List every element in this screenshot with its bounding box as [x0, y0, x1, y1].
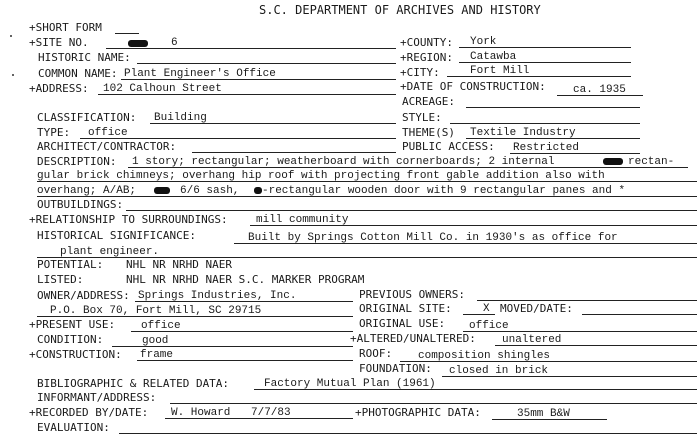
- public-access-label: PUBLIC ACCESS:: [402, 140, 495, 153]
- informant-line: [170, 403, 697, 404]
- roof-label: ROOF:: [359, 347, 393, 360]
- acreage-label: ACREAGE:: [402, 95, 455, 108]
- present-use-label: +PRESENT USE:: [29, 318, 116, 331]
- date-of-construction-line: [557, 95, 643, 96]
- description-line-2: gular brick chimneys; overhang hip roof with projecting front gable addition also with: [37, 170, 605, 182]
- site-no-line: [106, 48, 396, 49]
- foundation-line: [442, 376, 697, 377]
- relationship-label: +RELATIONSHIP TO SURROUNDINGS:: [29, 213, 228, 226]
- type-value: office: [88, 127, 128, 139]
- present-use-value: office: [141, 320, 181, 332]
- significance-value-2: plant engineer.: [60, 246, 160, 258]
- redaction-mark: [603, 158, 623, 165]
- type-label: TYPE:: [37, 126, 71, 139]
- original-use-label: ORIGINAL USE:: [359, 317, 446, 330]
- address-label: +ADDRESS:: [29, 82, 89, 95]
- foundation-value: closed in brick: [449, 365, 549, 377]
- potential-label: POTENTIAL:: [37, 258, 104, 271]
- county-label: +COUNTY:: [400, 36, 453, 49]
- address-value: 102 Calhoun Street: [103, 83, 222, 95]
- address-line: [98, 94, 396, 95]
- owner-value-2: P.O. Box 70, Fort Mill, SC 29715: [50, 305, 262, 317]
- common-name-label: COMMON NAME:: [38, 67, 118, 80]
- acreage-line: [466, 107, 640, 108]
- outbuildings-line: [126, 210, 697, 211]
- altered-label: +ALTERED/UNALTERED:: [350, 332, 476, 345]
- description-line-3a: overhang; A/AB;: [37, 185, 137, 197]
- bibliographic-label: BIBLIOGRAPHIC & RELATED DATA:: [37, 377, 230, 390]
- roof-line: [400, 361, 697, 362]
- stray-mark: [12, 74, 14, 76]
- original-use-value: office: [469, 320, 509, 332]
- description-line-rule-1: [128, 167, 688, 168]
- informant-label: INFORMANT/ADDRESS:: [37, 391, 157, 404]
- moved-label: MOVED/DATE:: [500, 302, 573, 315]
- county-value: York: [470, 36, 497, 48]
- classification-label: CLASSIFICATION:: [37, 111, 137, 124]
- original-use-line: [463, 331, 697, 332]
- potential-options: NHL NR NRHD NAER: [126, 258, 232, 271]
- construction-label: +CONSTRUCTION:: [29, 348, 122, 361]
- redaction-mark: [128, 40, 148, 47]
- bibliographic-value: Factory Mutual Plan (1961): [264, 378, 436, 390]
- photographic-value: 35mm B&W: [517, 408, 570, 420]
- architect-label: ARCHITECT/CONTRACTOR:: [37, 140, 177, 153]
- evaluation-line: [119, 433, 697, 434]
- outbuildings-label: OUTBUILDINGS:: [37, 198, 124, 211]
- construction-line: [137, 360, 353, 361]
- public-access-line: [510, 153, 640, 154]
- roof-value: composition shingles: [418, 350, 551, 362]
- moved-line: [582, 314, 697, 315]
- city-label: +CITY:: [400, 66, 440, 79]
- style-line: [450, 123, 640, 124]
- significance-line-1: [234, 243, 697, 244]
- condition-label: CONDITION:: [37, 333, 104, 346]
- region-value: Catawba: [470, 51, 517, 63]
- evaluation-label: EVALUATION:: [37, 421, 110, 434]
- description-line-rule-3: [37, 196, 697, 197]
- description-line-1a: 1 story; rectangular; weatherboard with cornerboards; 2 internal: [132, 156, 555, 168]
- original-site-label: ORIGINAL SITE:: [359, 302, 452, 315]
- recorded-by-line: [165, 418, 353, 419]
- classification-value: Building: [154, 112, 207, 124]
- previous-owners-line: [477, 300, 697, 301]
- region-line: [459, 62, 631, 63]
- city-line: [447, 76, 631, 77]
- altered-line: [495, 345, 697, 346]
- description-line-3c: -rectangular wooden door with 9 rectangular panes and *: [262, 185, 626, 197]
- recorded-date-value: 7/7/83: [251, 407, 291, 419]
- bibliographic-line: [254, 389, 697, 390]
- condition-value: good: [142, 335, 169, 347]
- county-line: [459, 47, 631, 48]
- recorded-by-value: W. Howard: [171, 407, 231, 419]
- description-label: DESCRIPTION:: [37, 155, 117, 168]
- style-label: STYLE:: [402, 111, 442, 124]
- classification-line: [150, 123, 396, 124]
- type-line: [80, 138, 396, 139]
- relationship-line: [250, 225, 697, 226]
- listed-label: LISTED:: [37, 273, 84, 286]
- previous-owners-label: PREVIOUS OWNERS:: [359, 288, 465, 301]
- common-name-line: [121, 79, 396, 80]
- relationship-value: mill community: [256, 214, 349, 226]
- significance-value-1: Built by Springs Cotton Mill Co. in 1930's as office for: [248, 232, 618, 244]
- historic-name-label: HISTORIC NAME:: [38, 51, 131, 64]
- owner-line-2: [37, 316, 353, 317]
- foundation-label: FOUNDATION:: [359, 362, 432, 375]
- significance-label: HISTORICAL SIGNIFICANCE:: [37, 229, 196, 242]
- description-line-rule-2: [37, 181, 697, 182]
- historic-name-line: [137, 63, 396, 64]
- owner-value-1: Springs Industries, Inc.: [138, 290, 297, 302]
- site-no-value: 6: [171, 37, 178, 49]
- themes-value: Textile Industry: [470, 127, 576, 139]
- altered-value: unaltered: [502, 334, 562, 346]
- common-name-value: Plant Engineer's Office: [124, 68, 276, 80]
- region-label: +REGION:: [400, 51, 453, 64]
- page-title: S.C. DEPARTMENT OF ARCHIVES AND HISTORY: [259, 3, 541, 17]
- date-of-construction-label: +DATE OF CONSTRUCTION:: [400, 80, 546, 93]
- owner-label: OWNER/ADDRESS:: [37, 289, 130, 302]
- short-form-line: [115, 33, 139, 34]
- photographic-line: [492, 419, 607, 420]
- description-line-3b: 6/6 sash,: [180, 185, 240, 197]
- photographic-label: +PHOTOGRAPHIC DATA:: [355, 406, 481, 419]
- date-of-construction-value: ca. 1935: [573, 84, 626, 96]
- construction-value: frame: [140, 349, 174, 361]
- present-use-line: [131, 331, 353, 332]
- public-access-value: Restricted: [513, 142, 580, 154]
- original-site-value: X: [483, 303, 490, 315]
- owner-line-1: [135, 301, 353, 302]
- architect-line: [192, 152, 396, 153]
- stray-mark: [10, 35, 12, 37]
- themes-line: [466, 138, 640, 139]
- original-site-line: [463, 314, 495, 315]
- redaction-mark: [254, 187, 262, 194]
- condition-line: [112, 346, 353, 347]
- listed-options: NHL NR NRHD NAER S.C. MARKER PROGRAM: [126, 273, 365, 286]
- city-value: Fort Mill: [470, 65, 530, 77]
- site-no-label: +SITE NO.: [29, 36, 89, 49]
- recorded-by-label: +RECORDED BY/DATE:: [29, 406, 149, 419]
- description-line-1b: rectan-: [628, 156, 675, 168]
- short-form-label: +SHORT FORM: [29, 21, 102, 34]
- themes-label: THEME(S): [402, 126, 455, 139]
- redaction-mark: [154, 187, 170, 194]
